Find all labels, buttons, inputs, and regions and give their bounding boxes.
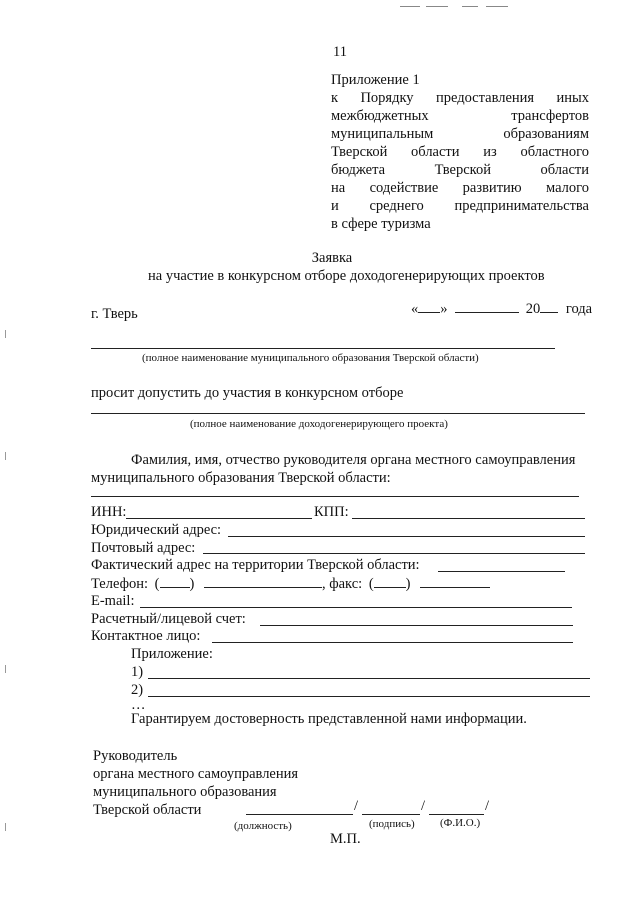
contact-field[interactable] (212, 642, 573, 643)
attachment-field-1[interactable] (148, 678, 590, 679)
email-field[interactable] (140, 607, 572, 608)
appendix-line: и среднего предпринимательства (331, 198, 589, 214)
place-label: г. Тверь (91, 306, 138, 322)
signatory-title: Тверской области (93, 802, 202, 818)
scan-mark (486, 6, 508, 7)
appendix-line: Тверской области из областного (331, 144, 589, 160)
postal-address-field[interactable] (203, 553, 585, 554)
phone-number-field[interactable] (204, 575, 322, 588)
attachments-ellipsis: … (131, 697, 146, 713)
fax-number-field[interactable] (420, 575, 490, 588)
inn-label: ИНН: (91, 504, 127, 520)
position-caption: (должность) (234, 820, 292, 832)
separator: / (485, 798, 490, 814)
appendix-line: бюджета Тверской области (331, 162, 589, 178)
account-label: Расчетный/лицевой счет: (91, 611, 246, 627)
inn-field[interactable] (126, 518, 312, 519)
head-name-field[interactable] (91, 496, 579, 497)
legal-address-label: Юридический адрес: (91, 522, 222, 538)
guarantee-text: Гарантируем достоверность представленной нами информации. (131, 711, 527, 727)
scan-mark (5, 823, 6, 831)
month-blank[interactable] (455, 300, 519, 313)
project-field[interactable] (91, 413, 585, 414)
head-name-label-cont: муниципального образования Тверской области: (91, 470, 391, 486)
request-text: просит допустить до участия в конкурсном отборе (91, 385, 404, 401)
signatory-title: муниципального образования (93, 784, 277, 800)
kpp-label: КПП: (314, 504, 349, 520)
attachments-title: Приложение: (131, 646, 213, 662)
appendix-line: к Порядку предоставления иных (331, 90, 589, 106)
scan-mark (400, 6, 420, 7)
postal-address-label: Почтовый адрес: (91, 540, 196, 556)
email-label: E-mail: (91, 593, 135, 609)
date-line: « » 20 года (411, 301, 593, 317)
contact-label: Контактное лицо: (91, 628, 201, 644)
signatory-title: органа местного самоуправления (93, 766, 299, 782)
year-blank[interactable] (540, 300, 558, 313)
appendix-line: в сфере туризма (331, 216, 431, 232)
phone-code-field[interactable] (160, 575, 190, 588)
position-field[interactable] (246, 814, 353, 815)
actual-address-field[interactable] (438, 571, 565, 572)
legal-address-field[interactable] (228, 536, 585, 537)
project-caption: (полное наименование доходогенерирующего проекта) (190, 418, 448, 430)
scan-mark (5, 665, 6, 673)
fio-caption: (Ф.И.О.) (440, 817, 481, 829)
appendix-title: Приложение 1 (331, 72, 420, 88)
day-blank[interactable] (418, 300, 440, 313)
signatory-title: Руководитель (93, 748, 178, 764)
fio-field[interactable] (429, 814, 484, 815)
scan-mark (5, 330, 6, 338)
attachment-item-number: 1) (131, 664, 144, 680)
separator: / (354, 798, 359, 814)
form-subtitle: на участие в конкурсном отборе доходогенерирующих проектов (148, 268, 545, 284)
municipality-field[interactable] (91, 348, 555, 349)
scan-mark (426, 6, 448, 7)
attachment-field-2[interactable] (148, 696, 590, 697)
municipality-caption: (полное наименование муниципального образования Тверской области) (142, 352, 479, 364)
separator: / (421, 798, 426, 814)
page-number: 11 (333, 44, 347, 60)
appendix-line: на содействие развитию малого (331, 180, 589, 196)
stamp-place: М.П. (330, 831, 361, 847)
attachment-item-number: 2) (131, 682, 144, 698)
scan-mark (462, 6, 478, 7)
scan-mark (5, 452, 6, 460)
head-name-label: Фамилия, имя, отчество руководителя органа местного самоуправления (131, 452, 576, 468)
phone-row: Телефон: ( ) , факс: ( ) (91, 575, 490, 593)
account-field[interactable] (260, 625, 573, 626)
actual-address-label: Фактический адрес на территории Тверской области: (91, 557, 420, 573)
appendix-line: межбюджетных трансфертов (331, 108, 589, 124)
kpp-field[interactable] (352, 518, 585, 519)
signature-caption: (подпись) (369, 818, 415, 830)
fax-code-field[interactable] (374, 575, 406, 588)
form-title: Заявка (311, 250, 353, 266)
appendix-line: муниципальным образованиям (331, 126, 589, 142)
signature-field[interactable] (362, 814, 420, 815)
